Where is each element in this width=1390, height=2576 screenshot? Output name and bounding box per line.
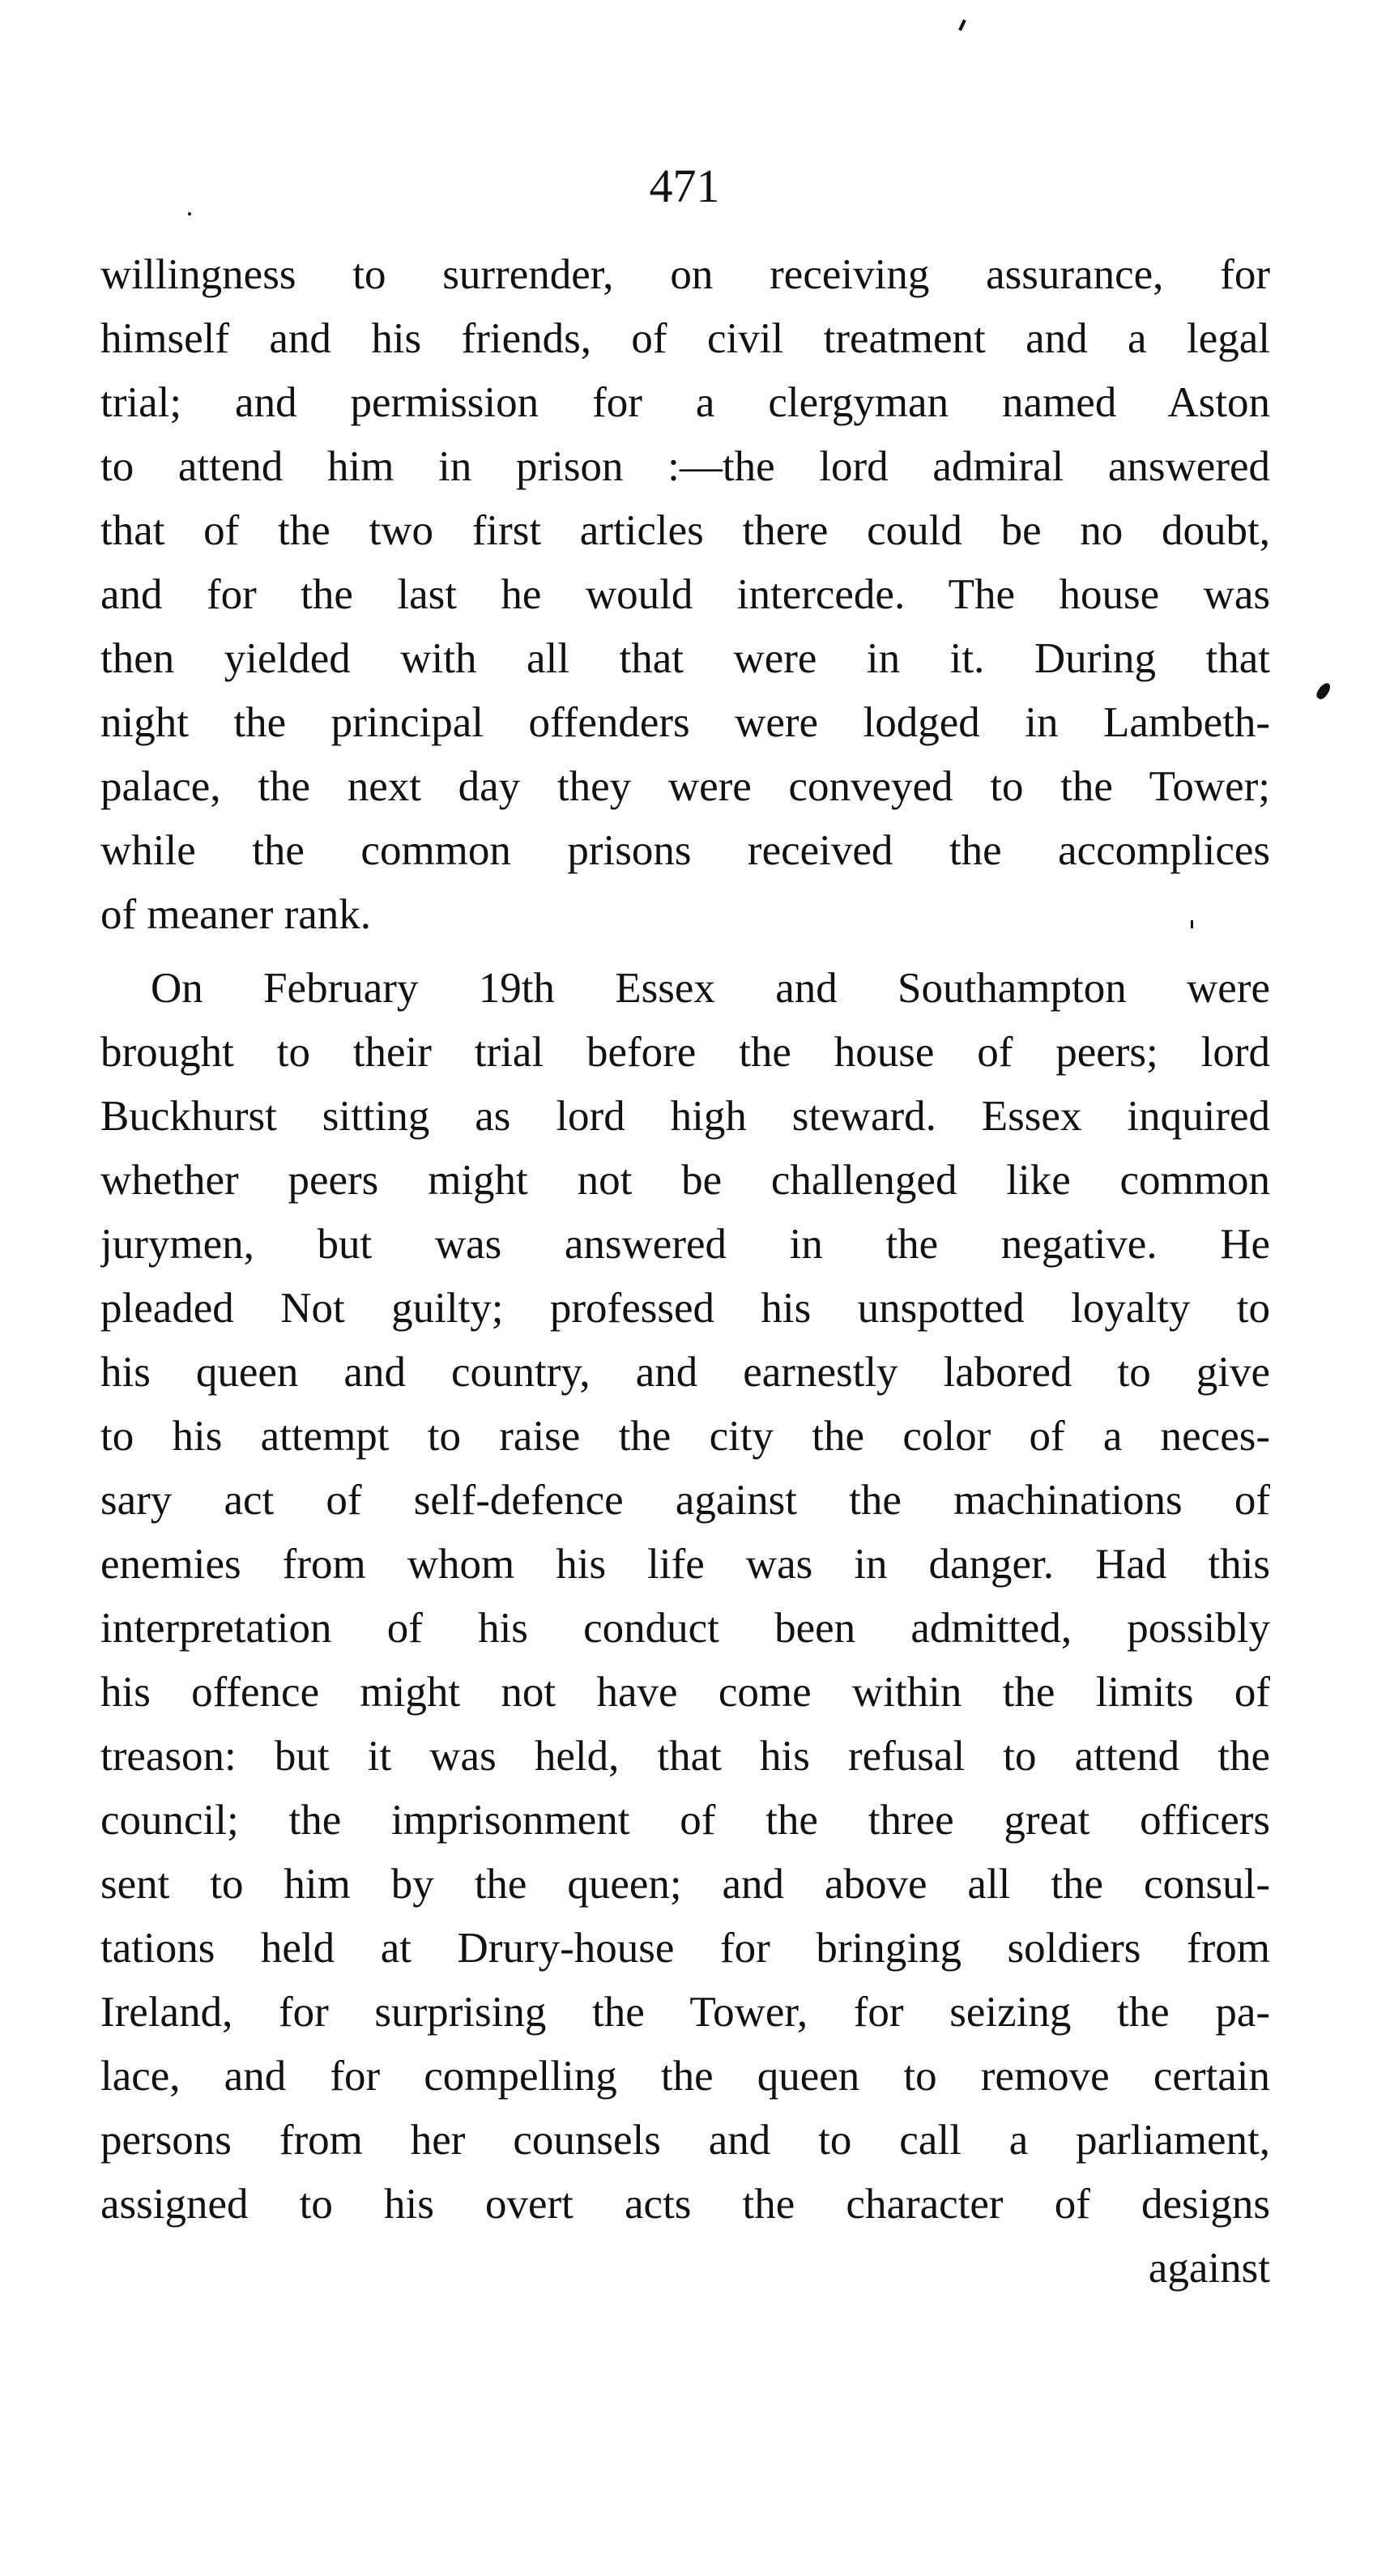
text-line: whether peers might not be challenged like common xyxy=(100,1157,1270,1204)
text-line: jurymen, but was answered in the negative. He xyxy=(100,1221,1270,1268)
paragraph-gap xyxy=(100,947,1270,957)
text-line: trial; and permission for a clergyman named Aston xyxy=(100,379,1270,426)
text-line: then yielded with all that were in it. During that xyxy=(100,635,1270,682)
text-line: while the common prisons received the accomplices xyxy=(100,827,1270,874)
text-line: enemies from whom his life was in danger. Had this xyxy=(100,1541,1270,1588)
text-line: sary act of self-defence against the machinations of xyxy=(100,1477,1270,1524)
text-line: to attend him in prison :—the lord admiral answered xyxy=(100,443,1270,490)
text-line: his queen and country, and earnestly labored to give xyxy=(100,1349,1270,1396)
margin-ink-mark xyxy=(1315,681,1332,702)
text-line: persons from her counsels and to call a parliament, xyxy=(100,2117,1270,2164)
text-line: brought to their trial before the house of peers; lord xyxy=(100,1029,1270,1076)
stray-ink-mark xyxy=(958,19,966,31)
text-line: to his attempt to raise the city the color of a neces- xyxy=(100,1413,1270,1460)
catchword: against xyxy=(1148,2245,1270,2292)
page-body xyxy=(100,243,1270,2301)
text-line: palace, the next day they were conveyed to the Tower; xyxy=(100,763,1270,810)
text-line: night the principal offenders were lodged in Lambeth- xyxy=(100,699,1270,746)
text-line: himself and his friends, of civil treatment and a legal xyxy=(100,315,1270,362)
text-line: interpretation of his conduct been admitted, possibly xyxy=(100,1605,1270,1652)
text-line: of meaner rank. xyxy=(100,891,372,938)
text-line: willingness to surrender, on receiving assurance, for xyxy=(100,251,1270,298)
text-line: Buckhurst sitting as lord high steward. Essex inquired xyxy=(100,1093,1270,1140)
text-line: and for the last he would intercede. The house was xyxy=(100,571,1270,618)
text-line: council; the imprisonment of the three great officers xyxy=(100,1797,1270,1844)
text-line: lace, and for compelling the queen to remove certain xyxy=(100,2053,1270,2100)
text-line: pleaded Not guilty; professed his unspotted loyalty to xyxy=(100,1285,1270,1332)
text-line: tations held at Drury-house for bringing soldiers from xyxy=(100,1925,1270,1972)
text-line: assigned to his overt acts the character of designs xyxy=(100,2181,1270,2228)
text-line: On February 19th Essex and Southampton were xyxy=(151,965,1270,1012)
text-line: that of the two first articles there could be no doubt, xyxy=(100,507,1270,554)
text-line: treason: but it was held, that his refusal to attend the xyxy=(100,1733,1270,1780)
text-line: Ireland, for surprising the Tower, for seizing the pa- xyxy=(100,1989,1270,2036)
page-number: 471 xyxy=(649,160,720,212)
text-line: sent to him by the queen; and above all the consul- xyxy=(100,1861,1270,1908)
text-line: his offence might not have come within the limits of xyxy=(100,1669,1270,1716)
